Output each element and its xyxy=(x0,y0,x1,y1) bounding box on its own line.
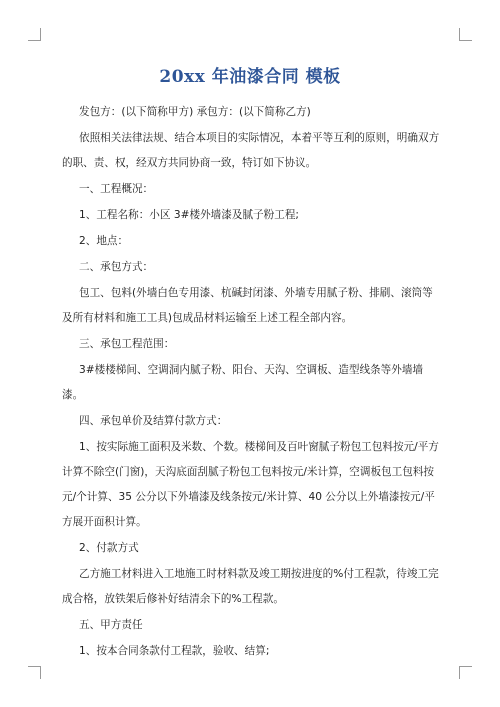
section-heading-party-a-duties: 五、甲方责任 xyxy=(79,619,143,631)
pricing-paragraph: 1、按实际施工面积及米数、个数。楼梯间及百叶窗腻子粉包工包料按元/平方计算不除空(门窗)，天沟底面刮腻子粉包工包料按元/米计算，空调板包工包料按元/个计算、35 公分以下外墙漆及线条按元/米计算、40 公分以上外墙漆按元/平方展开面积计算。 xyxy=(62,441,439,528)
payment-method-heading: 2、付款方式 xyxy=(79,542,139,554)
section-heading-contract-method: 二、承包方式： xyxy=(79,261,154,273)
party-a-duty-item: 1、按本合同条款付工程款，验收、结算; xyxy=(79,645,270,657)
scope-paragraph: 3#楼楼梯间、空调洞内腻子粉、阳台、天沟、空调板、造型线条等外墙墙漆。 xyxy=(62,364,424,401)
page-corner-mark-bottom-left xyxy=(28,666,41,679)
page-corner-mark-top-left xyxy=(28,28,41,41)
section-heading-scope: 三、承包工程范围： xyxy=(79,338,175,350)
section-heading-overview: 一、工程概况： xyxy=(79,183,154,195)
document-title: 20xx 年油漆合同 模板 xyxy=(159,67,341,87)
payment-method-paragraph: 乙方施工材料进入工地施工时材料款及竣工期按进度的%付工程款，待竣工完成合格，放铁架后修补好结清余下的%工程款。 xyxy=(62,568,439,605)
parties-line: 发包方：(以下简称甲方) 承包方：(以下简称乙方) xyxy=(79,106,311,118)
page-corner-mark-top-right xyxy=(459,28,472,41)
document-body xyxy=(62,100,442,665)
preamble-paragraph: 依照相关法律法规、结合本项目的实际情况，本着平等互利的原则，明确双方的职、责、权，经双方共同协商一致，特订如下协议。 xyxy=(62,132,440,169)
page-corner-mark-bottom-right xyxy=(459,666,472,679)
location-item: 2、地点： xyxy=(79,235,129,247)
project-name-item: 1、工程名称：小区 3#楼外墙漆及腻子粉工程; xyxy=(79,209,299,221)
section-heading-pricing: 四、承包单价及结算付款方式： xyxy=(79,415,228,427)
contract-method-paragraph: 包工、包料(外墙白色专用漆、杭碱封闭漆、外墙专用腻子粉、排刷、滚筒等及所有材料和施工工具)包成品材料运输至上述工程全部内容。 xyxy=(62,287,433,324)
